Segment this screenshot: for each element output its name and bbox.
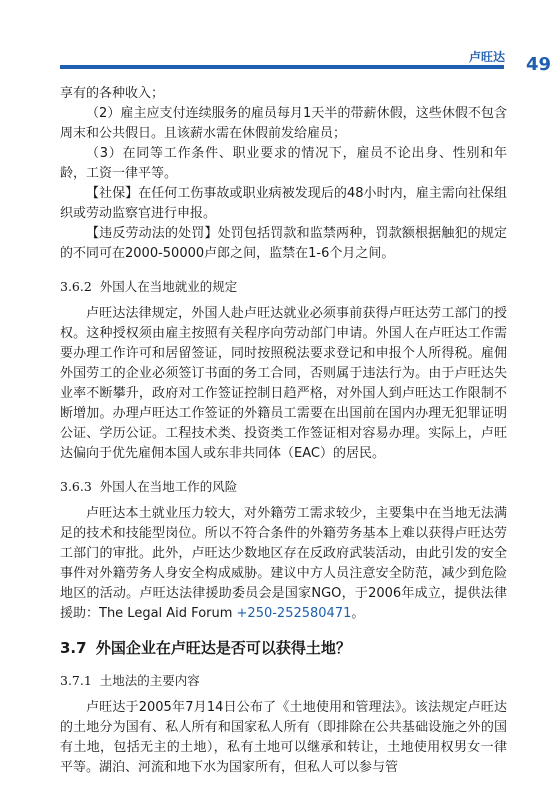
- section-title: 外国人在当地就业的规定: [99, 279, 238, 294]
- phone-link[interactable]: +250-252580471: [236, 606, 352, 621]
- section-heading-3-6-2: [60, 278, 507, 296]
- paragraph-employment-rules: 卢旺达法律规定，外国人赴卢旺达就业必须事前获得卢旺达劳工部门的授权。这种授权须由雇主按照有关程序向劳动部门申请。外国人在卢旺达工作需要办理工作许可和居留签证，同时按照税法要求登记和申报个人所得税。雇佣外国劳工的企业必须签订书面的务工合同，否则属于违法行为。由于卢旺达失业率不断攀升，政府对工作签证控制日趋严格，对外国人到卢旺达工作限制不断增加。办理卢旺达工作签证的外籍员工需要在出国前在国内办理无犯罪证明公证、学历公证。工程技术类、投资类工作签证相对容易办理。实际上，卢旺达偏向于优先雇佣本国人或东非共同体（EAC）的居民。: [60, 306, 507, 461]
- section-title: 土地法的主要内容: [99, 673, 200, 688]
- paragraph-land-law: 卢旺达于2005年7月14日公布了《土地使用和管理法》。该法规定卢旺达的土地分为国有、私人所有和国家私人所有（即排除在公共基础设施之外的国有土地，包括无主的土地），私有土地可以继承和转让，土地使用权男女一律平等。湖泊、河流和地下水为国家所有，但私人可以参与管: [60, 700, 507, 775]
- section-heading-3-6-3: [60, 478, 507, 496]
- section-heading-3-7: [60, 638, 507, 658]
- page-number: 49: [525, 54, 551, 75]
- header-rule: [60, 65, 504, 69]
- paragraph-equal-pay: （3）在同等工作条件、职业要求的情况下，雇员不论出身、性别和年龄，工资一律平等。: [60, 146, 507, 181]
- paragraph-work-risks: [60, 504, 507, 624]
- page-body: [60, 84, 507, 778]
- section-heading-3-7-1: [60, 672, 507, 690]
- section-number: 3.6.3: [60, 479, 92, 494]
- paragraph-paid-leave: （2）雇主应支付连续服务的雇员每月1天半的带薪休假，这些休假不包含周末和公共假日。且该薪水需在休假前发给雇员；: [60, 106, 507, 141]
- section-title: 外国企业在卢旺达是否可以获得土地？: [95, 639, 351, 657]
- section-title: 外国人在当地工作的风险: [99, 479, 238, 494]
- paragraph-income: 享有的各种收入；: [60, 86, 165, 101]
- paragraph-penalties: 【违反劳动法的处罚】处罚包括罚款和监禁两种，罚款额根据触犯的规定的不同可在2000-50000卢郎之间，监禁在1-6个月之间。: [60, 226, 507, 261]
- risks-end: 。: [351, 606, 365, 621]
- section-number: 3.7.1: [60, 673, 92, 688]
- section-number: 3.6.2: [60, 279, 92, 294]
- header-label: 卢旺达: [468, 50, 505, 64]
- page-header: [0, 0, 559, 80]
- risks-text: 卢旺达本土就业压力较大，对外籍劳工需求较少，主要集中在当地无法满足的技术和技能型岗位。所以不符合条件的外籍劳务基本上难以获得卢旺达劳工部门的审批。此外，卢旺达少数地区存在反政府武装活动，由此引发的安全事件对外籍劳务人身安全构成威胁。建议中方人员注意安全防范，减少到危险地区的活动。卢旺达法律援助委员会是国家NGO，于2006年成立，提供法律援助：The Legal Aid Forum: [60, 506, 507, 621]
- section-number: 3.7: [60, 639, 87, 657]
- paragraph-social-security: 【社保】在任何工伤事故或职业病被发现后的48小时内，雇主需向社保组织或劳动监察官进行申报。: [60, 186, 507, 221]
